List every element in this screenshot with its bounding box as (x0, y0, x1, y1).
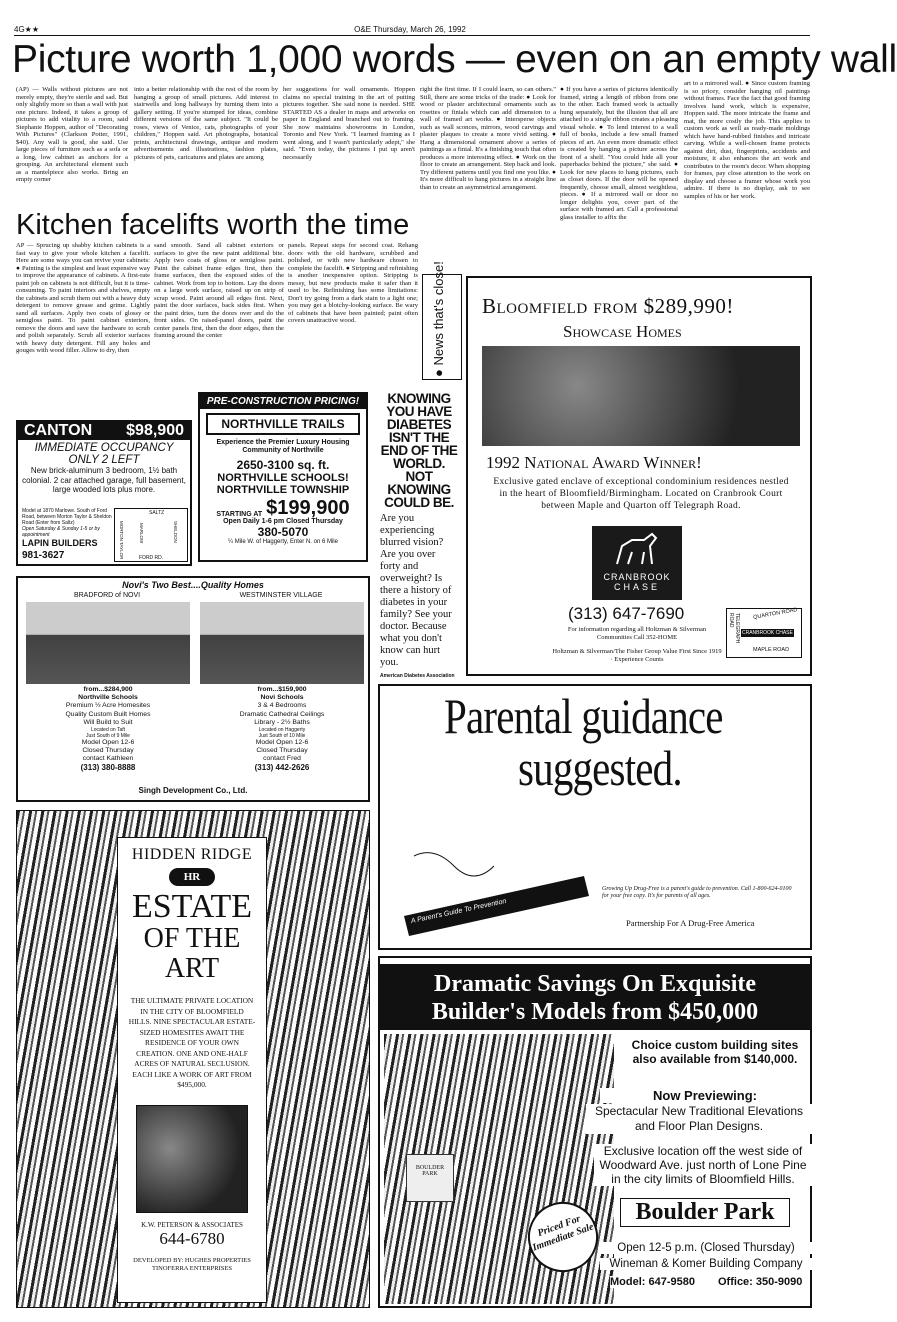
canton-phone: 981-3627 (22, 550, 65, 561)
interior-photo (482, 346, 800, 446)
boulder-preview2: Spectacular New Traditional Elevations and Floor Plan Designs. (586, 1104, 812, 1134)
article2-col2: sand smooth. Sand all cabinet exteriors or surfaces to give the new paint additional bite. Apply two coats of gloss or semigloss paint. Paint the cabinet frame edges first, then the frame surfaces, then the exposed sides of the cabinet. Work from top to bottom. Lay the doors on a large work surface, raised up on strip of scrap wood. Paint around all edges first. Next, paint the door surfaces, back sides first. When the paint dries, turn the doors over and do the front sides. On raised-panel doors, paint the center panels first, then the door edges, then the framing around the center (154, 242, 284, 339)
parental-headline2: suggested. (518, 740, 682, 796)
article1-headline: Picture worth 1,000 words — even on an empty wall (12, 38, 897, 81)
header-rule (14, 35, 810, 36)
article1-col3: her suggestions for wall ornaments. Hoppen claims no special training in the art of putting pictures together. She said none is needed. SHE STARTED AS a dealer in maps and artworks on paper in England and branched out to framing. She now maintains showrooms in London, Toronto and New York. "I learned framing as I went along, and I wasn't particularly adept," she said. "Even today, the pictures I put up aren't necessarily (283, 86, 415, 161)
novi-ad (16, 576, 370, 802)
article2-col3: panels. Repeat steps for second coat. Rehang doors with the old hardware, scrubbed and polished, or with new hardware chosen to complete the facelift. ● Stripping and refinishing is another inexpensive option. Stripping is messy, but new products make it safer than it used to be. Refinishing has some limitations: Don't try going from a dark stain to a light one; you may get a blotchy-looking surface. Be wary of cabinets that have been painted; paint often covers unattractive wood. (288, 242, 418, 324)
bradford-line: Just South of 9 Mile (86, 733, 130, 740)
bradford-name: BRADFORD of NOVI (73, 592, 141, 599)
canton-builder: LAPIN BUILDERS (22, 538, 98, 548)
canton-line2: ONLY 2 LEFT (68, 454, 140, 466)
canton-line1: IMMEDIATE OCCUPANCY (34, 442, 174, 454)
boulder-headline: Dramatic Savings On Exquisite Builder's Models from $450,000 (380, 964, 810, 1030)
bradford-line: Located on Taft (90, 727, 126, 734)
canton-ad (16, 420, 192, 566)
bloomfield-subhead: Showcase Homes (563, 322, 682, 341)
novi-title: Novi's Two Best....Quality Homes (122, 580, 264, 590)
parental-body: Growing Up Drug-Free is a parent's guide to prevention. Call 1-800-624-0100 for your free copy. It's for parents of all ages. (602, 886, 792, 899)
westminster-line: Dramatic Cathedral Ceilings (239, 710, 325, 718)
hidden-ridge-phone: 644-6780 (159, 1228, 225, 1248)
canton-price: $98,900 (126, 422, 184, 439)
canton-town: CANTON (24, 422, 93, 439)
hidden-ridge-ad (16, 810, 370, 1308)
canton-map (114, 508, 188, 562)
bradford-photo (26, 602, 190, 684)
diabetes-org: American Diabetes Association (380, 673, 455, 679)
sign-line1: BOULDER (415, 1165, 445, 1171)
bradford-details (26, 686, 190, 772)
westminster-photo (200, 602, 364, 684)
logo-line1: CRANBROOK (603, 572, 671, 582)
westminster-price: from...$159,900 (257, 686, 307, 693)
article2-headline: Kitchen facelifts worth the time (16, 209, 410, 241)
logo-line2: CHASE (613, 582, 660, 592)
bradford-line: Premium ½ Acre Homesites (65, 702, 151, 710)
hidden-ridge-developer: DEVELOPED BY: HUGHES PROPERTIES TINOFERRA ENTERPRISES (133, 1256, 251, 1272)
horse-icon (592, 526, 682, 572)
award-headline: 1992 National Award Winner! (486, 453, 702, 472)
northville-hours: Open Daily 1-6 pm Closed Thursday (223, 518, 343, 525)
preconstruction-banner: PRE-CONSTRUCTION PRICING! (200, 394, 366, 409)
article2-col1: AP — Sprucing up shabby kitchen cabinets is a fast way to give your whole kitchen a facelift. Here are some ways you can revive your cabinets: ● Painting is the simplest and least expensive way to improve the appearance of cabinets. A first-rate paint job on cabinets is not difficult, but it is time-consuming. To paint interiors and shelves, empty the cabinets and scrub them out with a heavy duty detergent to remove grease and grime. Lightly sand all surfaces. Apply two coats of glossy or semigloss paint. To paint cabinet exteriors, remove the doors and save the hardware to scrub and polish separately. Scrub all exterior surfaces with heavy duty detergent. Fill any holes and gouges with wood filler. Allow to dry, then (16, 242, 150, 354)
northville-sqft: 2650-3100 sq. ft. (236, 458, 330, 472)
northville-tagline: Experience the Premier Luxury Housing Community of Northville (216, 439, 350, 454)
bloomfield-info: For information regarding all Holtzman & Silverman Communities Call 352-HOME (567, 626, 707, 641)
price-row (200, 498, 366, 518)
bradford-line: Quality Custom Built Homes (65, 710, 151, 718)
hidden-ridge-agent: K.W. PETERSON & ASSOCIATES (141, 1220, 243, 1229)
northville-phone: 380-5070 (257, 525, 309, 539)
priced-badge: Priced For Immediate Sale (518, 1192, 608, 1282)
diabetes-body: Are you experiencing blurred vision? Are you over forty and overweight? Is there a history of diabetes in your family? See your doctor. Because what you don't know can hurt you. (380, 513, 452, 668)
parental-headline1: Parental guidance (444, 688, 723, 744)
canton-model: Model at 1870 Marlowe. South of Ford Road, between Morton Taylor & Sheldon Road (Enter from Saltz) (22, 508, 112, 526)
map-saltz: SALTZ (149, 510, 165, 516)
boulder-hours: Open 12-5 p.m. (Closed Thursday) (600, 1242, 812, 1254)
map-logo: CRANBROOK CHASE (742, 630, 793, 636)
boulder-sign (406, 1154, 454, 1202)
hidden-ridge-body: THE ULTIMATE PRIVATE LOCATION IN THE CITY OF BLOOMFIELD HILLS. NINE SPECTACULAR ESTATE-SIZED HOMESITES AWAIT THE RESIDENCE OF YOUR OWN CREATION. ONE AND ONE-HALF ACRES OF NATURAL SECLUSION. EACH LIKE A WORK OF ART FROM $495,000. (128, 996, 256, 1089)
northville-schools: NORTHVILLE SCHOOLS! (217, 472, 349, 484)
bradford-line: contact Kathleen (82, 755, 134, 763)
folio: O&E Thursday, March 26, 1992 (354, 25, 466, 34)
northville-township: NORTHVILLE TOWNSHIP (216, 484, 350, 496)
location-map (726, 608, 802, 658)
hr-logo: HR (169, 868, 215, 886)
westminster-line: 3 & 4 Bedrooms (257, 702, 307, 710)
northville-price: $199,900 (266, 497, 350, 519)
boulder-preview1: Now Previewing: (600, 1088, 810, 1103)
article1-col4: right the first time. If I could learn, so can others." Still, there are some tricks of the trade: ● Look for wood or plaster architectural ornaments such as rosettes or finials which can add dimension to a wall of framed art works. ● Intersperse objects such as wall sconces, mirrors, wood carvings and plaster plaques to create a more vivid setting. ● Hang a dimensional ornament above a series of paintings as a finial. It's a finishing touch that often produces a more interesting effect. ● Work on the floor to create an arrangement. Step back and look. Try different patterns until you find one you like. ● It's more difficult to hang pictures in a straight line than to create an asymmetrical arrangement. (420, 86, 556, 191)
article1-col5: ● If you have a series of pictures identically framed, string a length of ribbon from one to the other. Each framed work is actually hung separately, but the illusion that all are attached to a single ribbon creates a pleasing visual whole. ● To lend interest to a wall full of books, include a few small framed pieces of art. An even more dramatic effect is created by hanging a picture across the front of a shelf. "You could hide all your paperbacks behind the picture," she said. ● Look for new places to hang pictures, such as closet doors. If the door will be opened frequently, choose small, almost weightless, pieces. ● If a mirrored wall or door no longer delights you, cover part of the surface with framed art. Call a professional glass installer to affix the (560, 86, 678, 221)
westminster-name: WESTMINSTER VILLAGE (239, 592, 323, 599)
northville-ad (198, 392, 368, 562)
bradford-phone: (313) 380-8888 (80, 762, 136, 772)
westminster-line: contact Fred (263, 755, 301, 763)
westminster-line: Located on Haggerty (258, 727, 306, 734)
northville-logo: NORTHVILLE TRAILS (206, 413, 360, 435)
bloomfield-headline: Bloomfield from $289,990! (482, 294, 734, 318)
sign-line2: PARK (422, 1171, 438, 1177)
northville-location: ¼ Mile W. of Haggerty, Enter N. on 6 Mile (228, 539, 338, 545)
cranbrook-logo (592, 526, 682, 600)
article1-col1: (AP) — Walls without pictures are not merely empty, they're sterile and sad. But only slightly more so than a wall with just one picture. Indeed, it takes a group of pictures to add vitality to a room, said Stephanie Hoppen, author of "Decorating With Pictures" (Clarkson Potter, 1991, $40). Any wall is good, she said. Use large pieces of furniture such as a sofa or a long, low cabinet as anchors for a grouping. An architectural element such as a mantelpiece also works. Bring an empty corner (16, 86, 128, 183)
novi-footer: Singh Development Co., Ltd. (138, 786, 248, 795)
news-tab-text: ● News that's close! (431, 261, 446, 377)
canton-open: Open Saturday & Sunday 1-5 or by appointment (22, 526, 100, 538)
westminster-line: Model Open 12-6 (255, 739, 309, 747)
parental-partnership: Partnership For A Drug-Free America (626, 918, 755, 928)
news-tab (422, 261, 462, 380)
bloomfield-body: Exclusive gated enclave of exceptional condominium residences nestled in the heart of Bloomfield/Birmingham. Located on Cranbrook Court between Maple and Quarton off Telegraph Road. (493, 477, 789, 511)
parental-ad (378, 684, 812, 950)
guide-book-title: A Parent's Guide To Prevention (410, 897, 507, 926)
hidden-ridge-title1: ESTATE (131, 888, 253, 925)
article1-col6: art to a mirrored wall. ● Since custom framing is so pricey, consider hanging oil paintings without frames. Face the fact that good framing involves hand work, which is expensive, Hoppen said. The more intricate the frame and mat, the more costly the job. This applies to custom work as well as ready-made moldings which have hand-rubbed finishes and intricate carving. While a well-chosen frame protects against dirt, dust, fingerprints, accidents and moisture, it also enhances the art work and contributes to the room's decor. When shopping for frames, pay close attention to the work on display and choose a framer whose work you admire. If there is no display, ask to see samples of his or her work. (684, 80, 810, 200)
westminster-schools: Novi Schools (260, 694, 304, 702)
bradford-price: from...$284,900 (83, 686, 133, 693)
westminster-phone: (313) 442-2626 (254, 762, 310, 772)
bradford-line: Will Build to Suit (83, 718, 133, 726)
boulder-office: Office: 350-9090 (718, 1276, 803, 1288)
map-sheldon: SHELDON (173, 521, 178, 543)
map-road-telegraph: TELEGRAPH ROAD (728, 613, 740, 644)
bradford-line: Closed Thursday (82, 747, 134, 755)
boulder-sites: Choice custom building sites also available from $140,000. (620, 1038, 810, 1066)
boulder-park-ad (378, 956, 812, 1308)
boulder-brand: Boulder Park (620, 1198, 790, 1227)
bloomfield-builders: Holtzman & Silverman/The Fisher Group Value First Since 1919 · Experience Counts (552, 648, 722, 663)
bloomfield-phone: (313) 647-7690 (568, 604, 685, 623)
map-road-maple: MAPLE ROAD (753, 647, 790, 653)
boulder-builder: Wineman & Komer Building Company (600, 1258, 812, 1270)
hidden-ridge-name: HIDDEN RIDGE (131, 846, 253, 863)
canton-desc: New brick-aluminum 3 bedroom, 1½ bath colonial. 2 car attached garage, full basement, large wooded lots plus more. (22, 466, 186, 494)
fireplace-photo (136, 1105, 248, 1213)
bloomfield-ad (466, 276, 812, 676)
hidden-ridge-panel (117, 837, 267, 1303)
westminster-line: Library - 2½ Baths (254, 718, 310, 726)
starting-label: STARTING AT (216, 511, 263, 518)
bradford-schools: Northville Schools (78, 694, 138, 702)
map-road-quarton: QUARTON ROAD (752, 607, 798, 621)
map-morton: MORTON TAYLOR (119, 521, 124, 560)
hidden-ridge-title2: OF THE ART (143, 923, 241, 984)
bradford-line: Model Open 12-6 (81, 739, 135, 747)
westminster-line: Closed Thursday (256, 747, 308, 755)
canton-banner (18, 422, 190, 440)
article1-col2: into a better relationship with the rest of the room by hanging a group of small pictures. Add interest to stairwells and long hallways by turning them into a gallery setting. If you're stumped for ideas, combine different versions of the same subject. "It could be roses, views of Venice, cats, photographs of your children," Hoppen said. Art photographs, botanical prints, architectural drawings, antique and modern advertisements and illustrations, fashion plates, pictures of pets, caricatures and plates are among (134, 86, 278, 161)
page-label: 4G★★ (14, 25, 40, 34)
boulder-location: Exclusive location off the west side of Woodward Ave. just north of Lone Pine in the city limits of Bloomfield Hills. (594, 1144, 812, 1186)
westminster-details (200, 686, 364, 772)
diabetes-headline: KNOWING YOU HAVE DIABETES ISN'T THE END OF THE WORLD. NOT KNOWING COULD BE. (380, 391, 458, 510)
boulder-model: Model: 647-9580 (610, 1276, 695, 1288)
map-ford: FORD RD. (139, 555, 164, 561)
westminster-line: Just South of 10 Mile (258, 733, 306, 740)
diabetes-ad (380, 391, 458, 679)
map-marlow: MARLOW (139, 523, 144, 544)
